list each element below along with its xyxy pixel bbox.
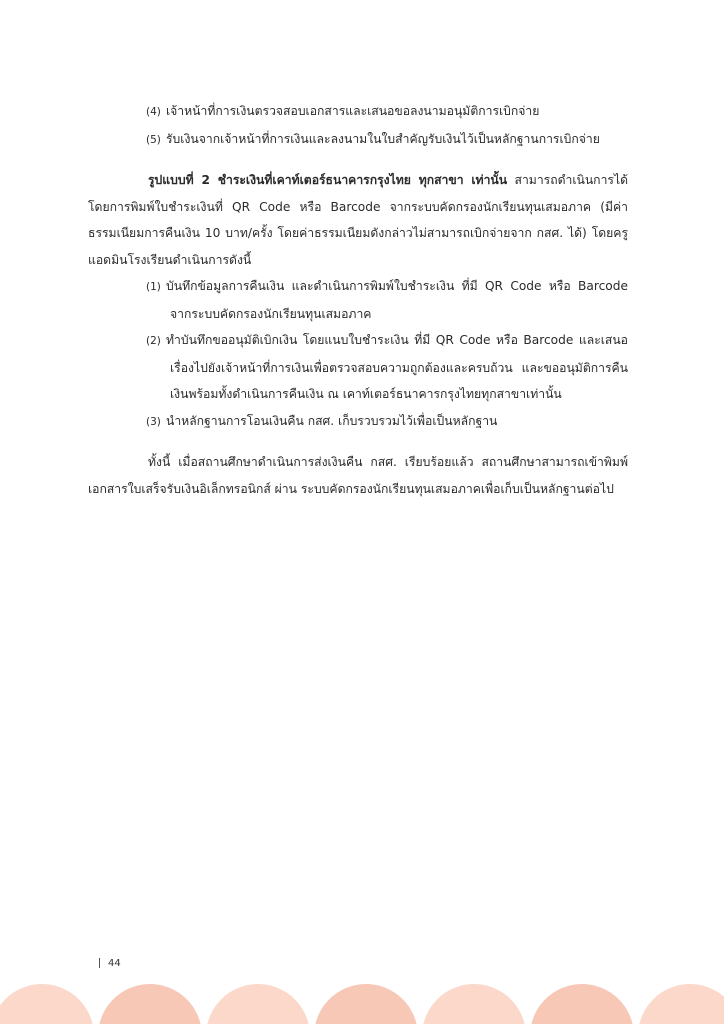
list-item-4 [88, 98, 628, 126]
decorative-circle [206, 984, 310, 1024]
list-item-number: (3) [146, 415, 161, 428]
decorative-circle [314, 984, 418, 1024]
decorative-circle [530, 984, 634, 1024]
list-item-text: เจ้าหน้าที่การเงินตรวจสอบเอกสารและเสนอขอลงนามอนุมัติการเบิกจ่าย [166, 104, 540, 118]
list-item-number: (5) [146, 133, 161, 146]
decorative-circle [422, 984, 526, 1024]
decorative-circle [0, 984, 94, 1024]
format2-paragraph [88, 167, 628, 273]
list-item-text: บันทึกข้อมูลการคืนเงิน และดำเนินการพิมพ์ใบชำระเงิน ที่มี QR Code หรือ Barcode จากระบบคัดกรองนักเรียนทุนเสมอภาค [166, 279, 628, 321]
format2-item-2 [88, 327, 628, 408]
list-item-5 [88, 126, 628, 154]
decorative-circles [0, 984, 724, 1024]
footer-divider [99, 958, 100, 968]
format2-heading: รูปแบบที่ 2 ชำระเงินที่เคาท์เตอร์ธนาคารกรุงไทย ทุกสาขา เท่านั้น [148, 173, 508, 187]
closing-paragraph: ทั้งนี้ เมื่อสถานศึกษาดำเนินการส่งเงินคืน กสศ. เรียบร้อยแล้ว สถานศึกษาสามารถเข้าพิมพ์เอกสารใบเสร็จรับเงินอิเล็กทรอนิกส์ ผ่าน ระบบคัดกรองนักเรียนทุนเสมอภาคเพื่อเก็บเป็นหลักฐานต่อไป [88, 455, 628, 496]
list-item-number: (4) [146, 106, 161, 118]
spacer [88, 153, 628, 167]
decorative-circle [98, 984, 202, 1024]
page-footer [99, 958, 121, 969]
list-item-text: รับเงินจากเจ้าหน้าที่การเงินและลงนามในใบสำคัญรับเงินไว้เป็นหลักฐานการเบิกจ่าย [166, 131, 600, 146]
list-item-text: นำหลักฐานการโอนเงินคืน กสศ. เก็บรวบรวมไว้เพื่อเป็นหลักฐาน [166, 413, 498, 428]
decorative-circle [638, 984, 724, 1024]
page-content [88, 98, 628, 502]
format2-item-1 [88, 273, 628, 327]
list-item-number: (1) [146, 281, 161, 293]
spacer [88, 435, 628, 449]
list-item-text: ทำบันทึกขออนุมัติเบิกเงิน โดยแนบใบชำระเงิน ที่มี QR Code หรือ Barcode และเสนอเรื่องไปยังเจ้าหน้าที่การเงินเพื่อตรวจสอบความถูกต้องและครบถ้วน และขออนุมัติการคืนเงินพร้อมทั้งดำเนินการคืนเงิน ณ เคาท์เตอร์ธนาคารกรุงไทยทุกสาขาเท่านั้น [166, 333, 628, 401]
format2-body: สามารถดำเนินการได้โดยการพิมพ์ใบชำระเงินที่ QR Code หรือ Barcode จากระบบคัดกรองนักเรียนทุนเสมอภาค (มีค่าธรรมเนียมการคืนเงิน 10 บาท/ครั้ง โดยค่าธรรมเนียมดังกล่าวไม่สามารถเบิกจ่ายจาก กสศ. ได้) โดยครูแอดมินโรงเรียนดำเนินการดังนี้ [88, 173, 628, 267]
format2-item-3 [88, 408, 628, 436]
list-item-number: (2) [146, 335, 161, 347]
page-number: 44 [108, 958, 121, 969]
